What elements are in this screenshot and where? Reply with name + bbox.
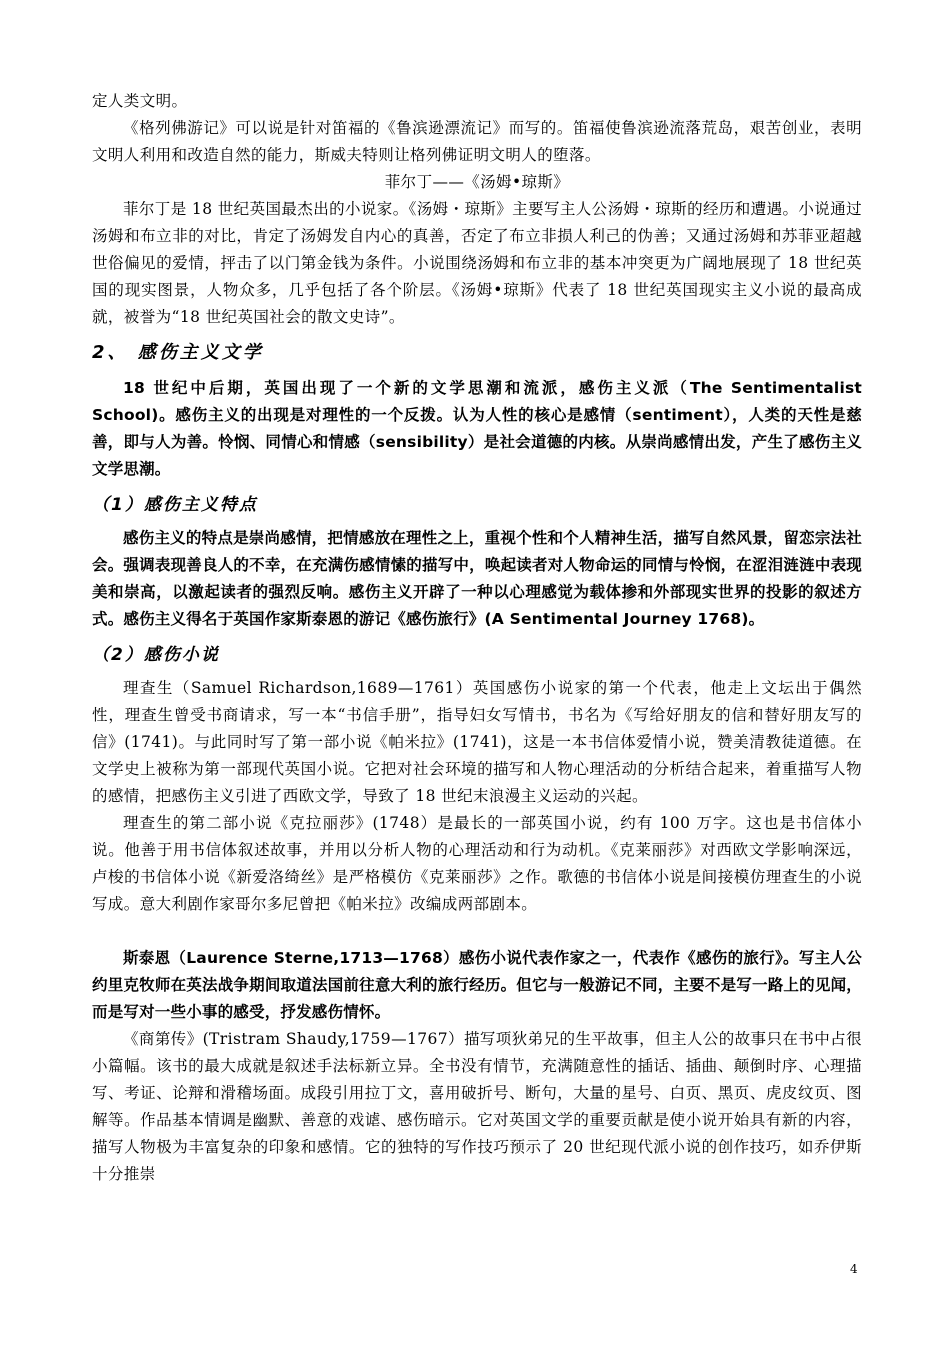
page-number: 4: [850, 1262, 858, 1276]
paragraph-sentimentalism-intro: 18 世纪中后期，英国出现了一个新的文学思潮和流派，感伤主义派（The Sentimentalist School)。感伤主义的出现是对理性的一个反拨。认为人性的核心是感情（sentiment），人类的天性是慈善，即与人为善。怜悯、同情心和情感（sensibility）是社会道德的内核。从崇尚感情出发，产生了感伤主义文学思潮。: [92, 379, 862, 478]
paragraph-sterne: 斯泰恩（Laurence Sterne,1713—1768）感伤小说代表作家之一，代表作《感伤的旅行》。写主人公约里克牧师在英法战争期间取道法国前往意大利的旅行经历。但它与一般游记不同，主要不是写一路上的见闻，而是写对一些小事的感受，抒发感伤情怀。: [92, 949, 862, 1021]
paragraph-clarissa: 理查生的第二部小说《克拉丽莎》(1748）是最长的一部英国小说，约有 100 万字。这也是书信体小说。他善于用书信体叙述故事，并用以分析人物的心理活动和行为动机。《克莱丽莎》对西欧文学影响深远，卢梭的书信体小说《新爱洛绮丝》是严格模仿《克莱丽莎》之作。歌德的书信体小说是间接模仿理查生的小说写成。意大利剧作家哥尔多尼曾把《帕米拉》改编成两部剧本。: [92, 814, 862, 913]
paragraph-features: 感伤主义的特点是崇尚感情，把情感放在理性之上，重视个性和个人精神生活，描写自然风景，留恋宗法社会。强调表现善良人的不幸，在充满伤感情愫的描写中，唤起读者对人物命运的同情与怜悯，在涩泪涟涟中表现美和崇高，以激起读者的强烈反响。感伤主义开辟了一种以心理感觉为载体掺和外部现实世界的投影的叙述方式。感伤主义得名于英国作家斯泰恩的游记《感伤旅行》(A Sentimental Journey 1768)。: [92, 529, 862, 628]
page-content: [92, 88, 862, 1188]
subsection-heading-features: （1）感伤主义特点: [92, 495, 258, 515]
subheading-fielding: 菲尔丁——《汤姆•琼斯》: [384, 173, 570, 191]
paragraph-tristram-shandy: 《商第传》(Tristram Shaudy,1759—1767）描写项狄弟兄的生平故事，但主人公的故事只在书中占很小篇幅。该书的最大成就是叙述手法标新立异。全书没有情节，充满随意性的插话、插曲、颠倒时序、心理描写、考证、论辩和滑稽场面。成段引用拉丁文，喜用破折号、断句，大量的星号、白页、黑页、虎皮纹页、图解等。作品基本情调是幽默、善意的戏谑、感伤暗示。它对英国文学的重要贡献是使小说开始具有新的内容，描写人物极为丰富复杂的印象和感情。它的独特的写作技巧预示了 20 世纪现代派小说的创作技巧，如乔伊斯十分推崇: [92, 1030, 862, 1183]
section-heading-sentimentalism: 2、 感伤主义文学: [92, 342, 264, 363]
paragraph-richardson: 理查生（Samuel Richardson,1689—1761）英国感伤小说家的第一个代表，他走上文坛出于偶然性，理查生曾受书商请求，写一本“书信手册”，指导妇女写情书，书名为《写给好朋友的信和替好朋友写的信》(1741)。与此同时写了第一部小说《帕米拉》(1741)，这是一本书信体爱情小说，赞美清教徒道德。在文学史上被称为第一部现代英国小说。它把对社会环境的描写和人物心理活动的分析结合起来，着重描写人物的感情，把感伤主义引进了西欧文学，导致了 18 世纪末浪漫主义运动的兴起。: [92, 679, 862, 805]
paragraph-fielding: 菲尔丁是 18 世纪英国最杰出的小说家。《汤姆・琼斯》主要写主人公汤姆・琼斯的经历和遭遇。小说通过汤姆和布立非的对比，肯定了汤姆发自内心的真善，否定了布立非损人利己的伪善；又通过汤姆和苏菲亚超越世俗偏见的爱情，抨击了以门第金钱为条件。小说围绕汤姆和布立非的基本冲突更为广阔地展现了 18 世纪英国的现实图景，人物众多，几乎包括了各个阶层。《汤姆•琼斯》代表了 18 世纪英国现实主义小说的最高成就，被誉为“18 世纪英国社会的散文史诗”。: [92, 200, 862, 326]
paragraph-gap: [92, 918, 862, 945]
paragraph-gulliver: 《格列佛游记》可以说是针对笛福的《鲁滨逊漂流记》而写的。笛福使鲁滨逊流落荒岛，艰苦创业，表明文明人利用和改造自然的能力，斯威夫特则让格列佛证明文明人的堕落。: [92, 119, 862, 164]
subsection-heading-novels: （2）感伤小说: [92, 645, 220, 665]
paragraph-continuation: 定人类文明。: [92, 92, 188, 110]
